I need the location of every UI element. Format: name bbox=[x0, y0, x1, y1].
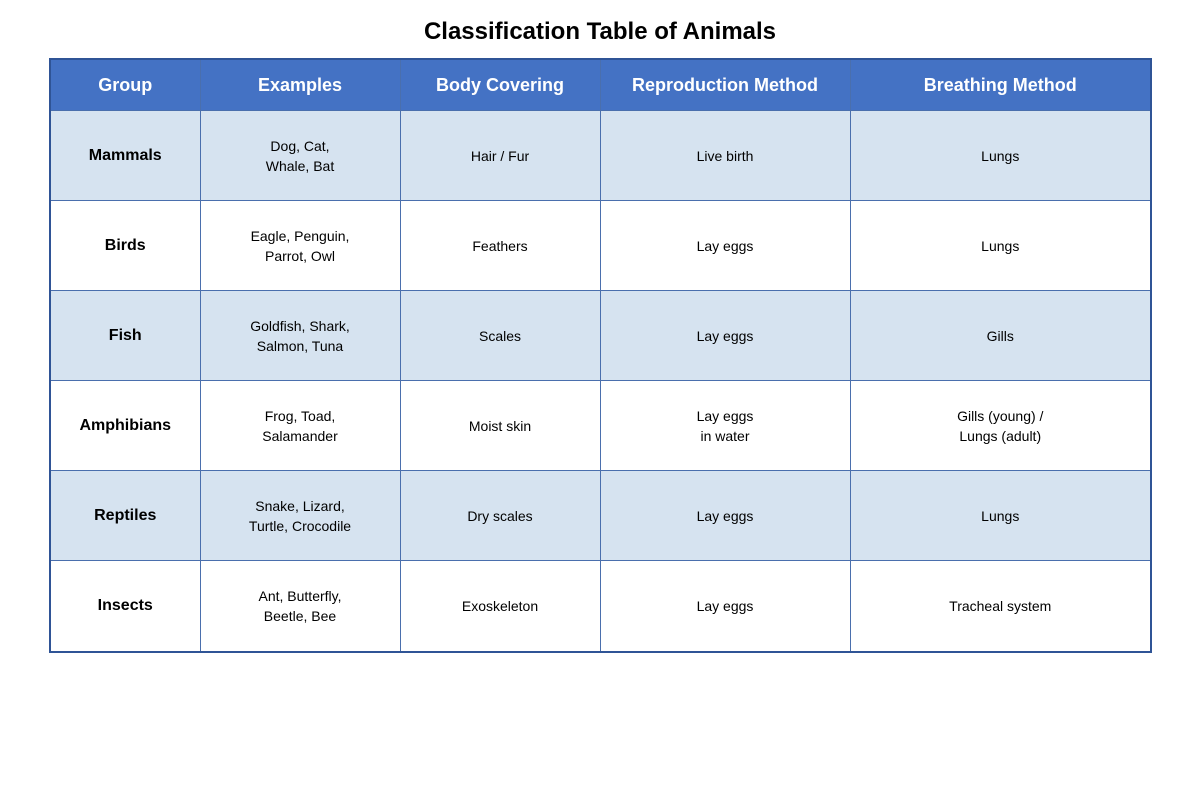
header-row bbox=[51, 60, 1150, 111]
cell-reproduction-method bbox=[600, 291, 850, 381]
cell-text-line: Lungs bbox=[981, 237, 1020, 254]
cell-reproduction-method bbox=[600, 111, 850, 201]
cell-reproduction-method bbox=[600, 471, 850, 561]
column-header-reproduction-method: Reproduction Method bbox=[600, 60, 850, 111]
cell-breathing-method bbox=[850, 471, 1150, 561]
cell-body-covering bbox=[400, 471, 600, 561]
cell-examples bbox=[200, 201, 400, 291]
cell-examples bbox=[200, 111, 400, 201]
cell-text-line: Lay eggs bbox=[696, 237, 754, 254]
cell-body-covering bbox=[400, 381, 600, 471]
cell-text-line: Whale, Bat bbox=[265, 157, 335, 174]
cell-text-line: Exoskeleton bbox=[461, 597, 539, 614]
cell-text-line: Snake, Lizard, bbox=[255, 497, 345, 514]
cell-text-line: Frog, Toad, bbox=[264, 407, 336, 424]
cell-text-line: Lay eggs bbox=[696, 407, 754, 424]
cell-text-line: in water bbox=[700, 427, 750, 444]
cell-text-line: Dog, Cat, bbox=[270, 137, 330, 154]
cell-body-covering bbox=[400, 201, 600, 291]
cell-text-line: Salmon, Tuna bbox=[256, 337, 344, 354]
cell-breathing-method bbox=[850, 381, 1150, 471]
table-body bbox=[51, 111, 1150, 651]
cell-text-line: Live birth bbox=[696, 147, 754, 164]
cell-reproduction-method bbox=[600, 201, 850, 291]
cell-group: Fish bbox=[51, 291, 200, 381]
cell-text-line: Beetle, Bee bbox=[263, 607, 337, 624]
cell-breathing-method bbox=[850, 201, 1150, 291]
cell-examples bbox=[200, 291, 400, 381]
column-header-group: Group bbox=[51, 60, 200, 111]
cell-group: Birds bbox=[51, 201, 200, 291]
cell-group: Amphibians bbox=[51, 381, 200, 471]
cell-text-line: Lungs bbox=[981, 507, 1020, 524]
cell-examples bbox=[200, 471, 400, 561]
cell-text-line: Hair / Fur bbox=[470, 147, 530, 164]
table-row bbox=[51, 201, 1150, 291]
cell-examples bbox=[200, 561, 400, 651]
cell-text-line: Lay eggs bbox=[696, 327, 754, 344]
cell-text-line: Ant, Butterfly, bbox=[258, 587, 342, 604]
cell-breathing-method bbox=[850, 291, 1150, 381]
cell-text-line: Lay eggs bbox=[696, 597, 754, 614]
column-header-body-covering: Body Covering bbox=[400, 60, 600, 111]
cell-text-line: Turtle, Crocodile bbox=[248, 517, 352, 534]
cell-reproduction-method bbox=[600, 381, 850, 471]
cell-text-line: Lungs bbox=[981, 147, 1020, 164]
cell-breathing-method bbox=[850, 561, 1150, 651]
cell-group: Mammals bbox=[51, 111, 200, 201]
cell-text-line: Parrot, Owl bbox=[264, 247, 335, 264]
table-row bbox=[51, 381, 1150, 471]
classification-table-frame bbox=[49, 58, 1152, 653]
cell-body-covering bbox=[400, 561, 600, 651]
cell-reproduction-method bbox=[600, 561, 850, 651]
table-row bbox=[51, 561, 1150, 651]
cell-text-line: Scales bbox=[478, 327, 522, 344]
cell-group: Insects bbox=[51, 561, 200, 651]
classification-table bbox=[51, 60, 1150, 651]
cell-text-line: Eagle, Penguin, bbox=[250, 227, 350, 244]
cell-text-line: Moist skin bbox=[468, 417, 532, 434]
cell-text-line: Feathers bbox=[472, 237, 528, 254]
table-row bbox=[51, 111, 1150, 201]
column-header-examples: Examples bbox=[200, 60, 400, 111]
cell-breathing-method bbox=[850, 111, 1150, 201]
cell-body-covering bbox=[400, 291, 600, 381]
cell-text-line: Goldfish, Shark, bbox=[250, 317, 350, 334]
cell-text-line: Gills (young) / bbox=[957, 407, 1044, 424]
cell-group: Reptiles bbox=[51, 471, 200, 561]
cell-text-line: Dry scales bbox=[467, 507, 533, 524]
cell-text-line: Tracheal system bbox=[949, 597, 1052, 614]
cell-text-line: Lungs (adult) bbox=[959, 427, 1042, 444]
cell-text-line: Salamander bbox=[262, 427, 338, 444]
column-header-breathing-method: Breathing Method bbox=[850, 60, 1150, 111]
cell-text-line: Lay eggs bbox=[696, 507, 754, 524]
page-title: Classification Table of Animals bbox=[423, 18, 777, 45]
cell-text-line: Gills bbox=[986, 327, 1014, 344]
table-row bbox=[51, 291, 1150, 381]
cell-examples bbox=[200, 381, 400, 471]
cell-body-covering bbox=[400, 111, 600, 201]
table-row bbox=[51, 471, 1150, 561]
